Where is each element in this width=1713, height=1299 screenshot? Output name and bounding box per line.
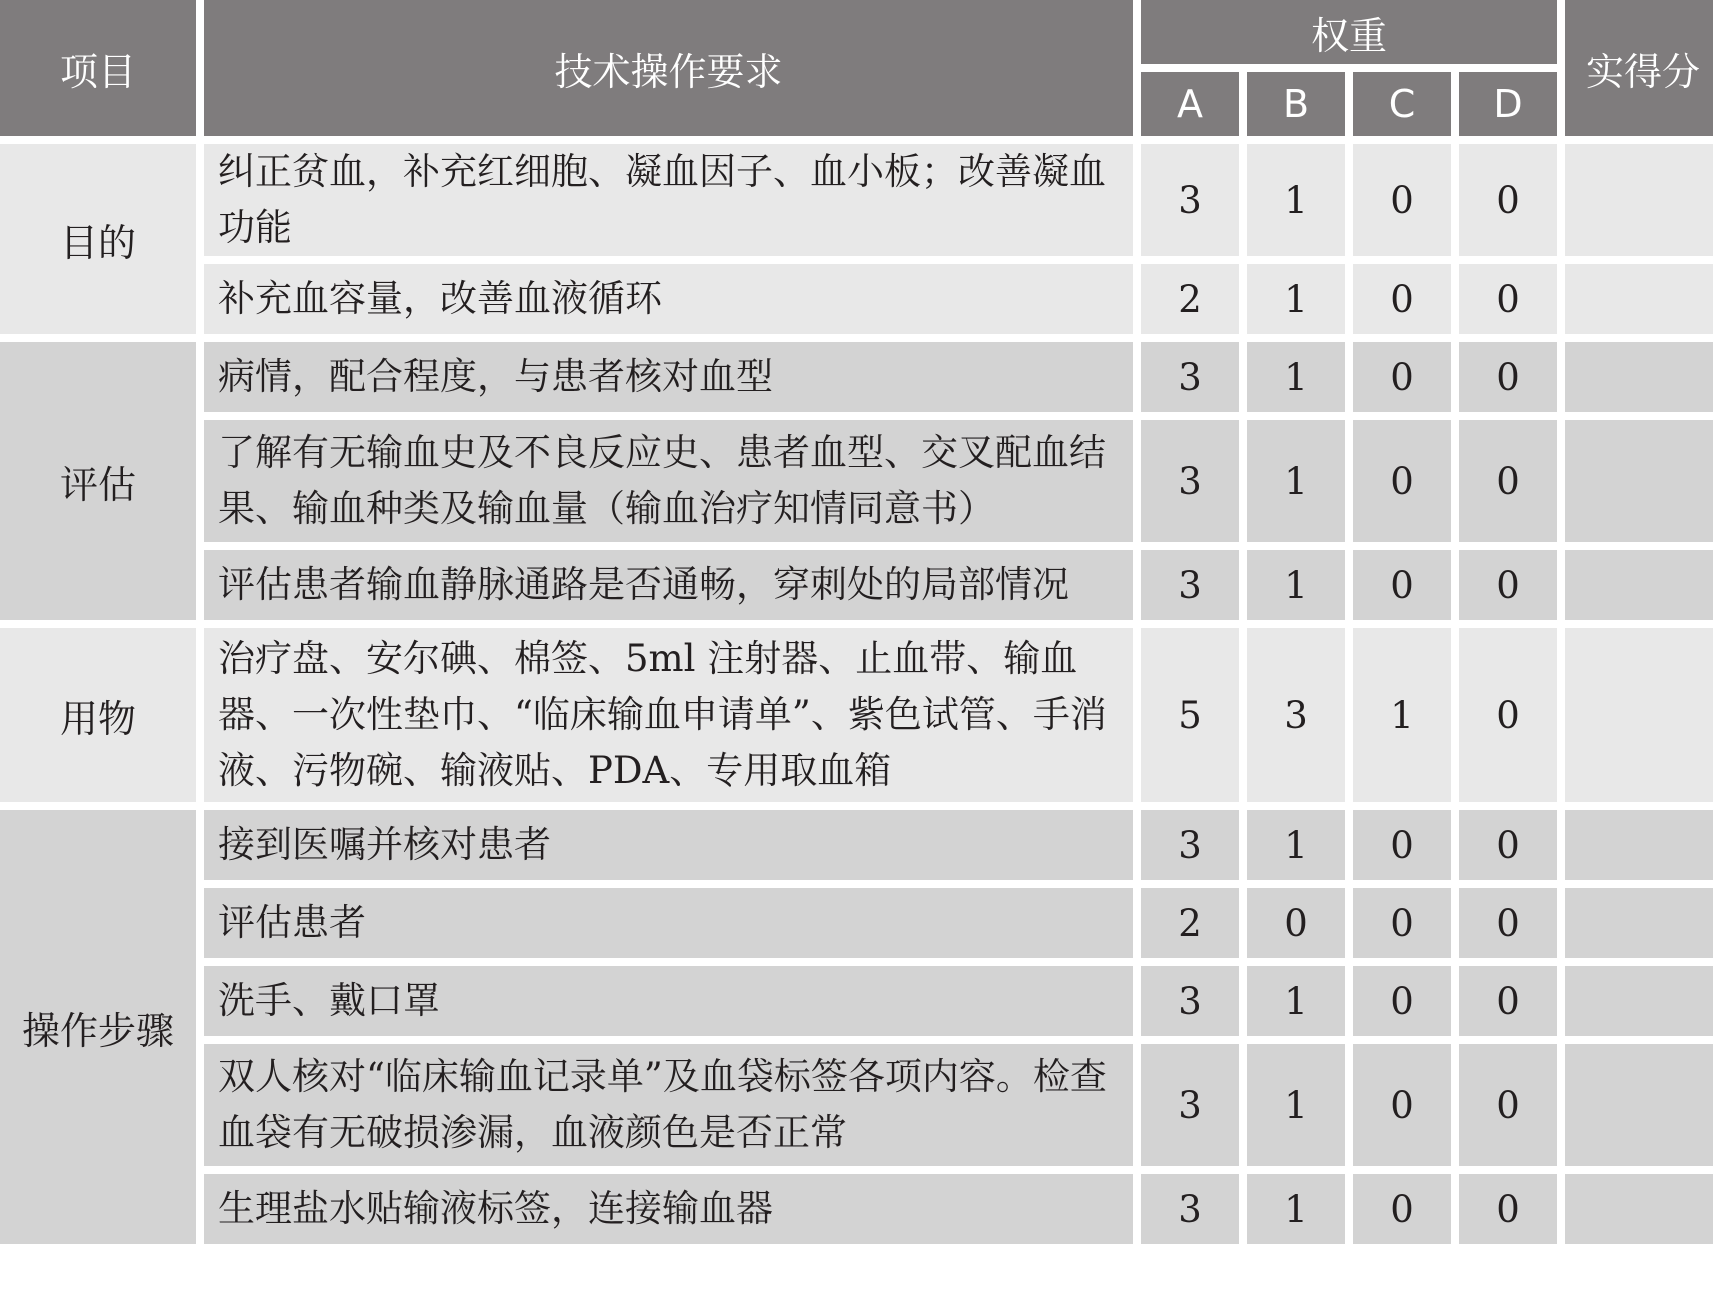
requirement-cell: 了解有无输血史及不良反应史、患者血型、交叉配血结果、输血种类及输血量（输血治疗知情同意书）	[204, 420, 1133, 542]
weight-b-cell: 1	[1247, 420, 1345, 542]
score-cell[interactable]	[1565, 144, 1713, 256]
weight-b-cell: 3	[1247, 628, 1345, 802]
requirement-cell: 评估患者	[204, 888, 1133, 958]
table-row	[0, 966, 1713, 1036]
category-cell: 操作步骤	[0, 810, 196, 1244]
weight-c-cell: 0	[1353, 888, 1451, 958]
score-cell[interactable]	[1565, 810, 1713, 880]
score-cell[interactable]	[1565, 1044, 1713, 1166]
score-cell[interactable]	[1565, 342, 1713, 412]
table-row	[0, 628, 1713, 802]
weight-c-cell: 0	[1353, 144, 1451, 256]
score-cell[interactable]	[1565, 1174, 1713, 1244]
weight-a-cell: 2	[1141, 888, 1239, 958]
weight-b-cell: 1	[1247, 264, 1345, 334]
weight-b-cell: 1	[1247, 810, 1345, 880]
weight-c-cell: 0	[1353, 810, 1451, 880]
header-row	[0, 0, 1713, 64]
weight-d-cell: 0	[1459, 810, 1557, 880]
weight-d-cell: 0	[1459, 888, 1557, 958]
table-row	[0, 342, 1713, 412]
weight-a-cell: 3	[1141, 550, 1239, 620]
weight-b-cell: 0	[1247, 888, 1345, 958]
weight-d-cell: 0	[1459, 264, 1557, 334]
header-grade-a: A	[1141, 72, 1239, 136]
weight-c-cell: 0	[1353, 1174, 1451, 1244]
weight-d-cell: 0	[1459, 550, 1557, 620]
score-cell[interactable]	[1565, 966, 1713, 1036]
score-cell[interactable]	[1565, 420, 1713, 542]
header-grade-c: C	[1353, 72, 1451, 136]
weight-a-cell: 3	[1141, 144, 1239, 256]
weight-c-cell: 1	[1353, 628, 1451, 802]
requirement-cell: 补充血容量，改善血液循环	[204, 264, 1133, 334]
header-score: 实得分	[1565, 0, 1713, 136]
weight-c-cell: 0	[1353, 264, 1451, 334]
weight-c-cell: 0	[1353, 550, 1451, 620]
score-cell[interactable]	[1565, 550, 1713, 620]
header-requirement: 技术操作要求	[204, 0, 1133, 136]
category-cell: 评估	[0, 342, 196, 620]
weight-a-cell: 5	[1141, 628, 1239, 802]
weight-c-cell: 0	[1353, 420, 1451, 542]
requirement-cell: 治疗盘、安尔碘、棉签、5ml 注射器、止血带、输血器、一次性垫巾、“临床输血申请单”、紫色试管、手消液、污物碗、输液贴、PDA、专用取血箱	[204, 628, 1133, 802]
table-row	[0, 550, 1713, 620]
weight-b-cell: 1	[1247, 342, 1345, 412]
weight-d-cell: 0	[1459, 628, 1557, 802]
table-row	[0, 1174, 1713, 1244]
weight-c-cell: 0	[1353, 342, 1451, 412]
header-item: 项目	[0, 0, 196, 136]
weight-a-cell: 3	[1141, 1174, 1239, 1244]
requirement-cell: 纠正贫血，补充红细胞、凝血因子、血小板；改善凝血功能	[204, 144, 1133, 256]
header-grade-b: B	[1247, 72, 1345, 136]
score-cell[interactable]	[1565, 628, 1713, 802]
header-weight: 权重	[1141, 0, 1557, 64]
table-row	[0, 1044, 1713, 1166]
category-cell: 用物	[0, 628, 196, 802]
requirement-cell: 生理盐水贴输液标签，连接输血器	[204, 1174, 1133, 1244]
weight-a-cell: 3	[1141, 342, 1239, 412]
weight-c-cell: 0	[1353, 966, 1451, 1036]
score-cell[interactable]	[1565, 888, 1713, 958]
weight-b-cell: 1	[1247, 1044, 1345, 1166]
requirement-cell: 洗手、戴口罩	[204, 966, 1133, 1036]
table-row	[0, 810, 1713, 880]
weight-a-cell: 3	[1141, 420, 1239, 542]
weight-b-cell: 1	[1247, 550, 1345, 620]
weight-d-cell: 0	[1459, 1174, 1557, 1244]
weight-b-cell: 1	[1247, 1174, 1345, 1244]
weight-a-cell: 3	[1141, 1044, 1239, 1166]
score-cell[interactable]	[1565, 264, 1713, 334]
weight-a-cell: 3	[1141, 966, 1239, 1036]
category-cell: 目的	[0, 144, 196, 334]
weight-d-cell: 0	[1459, 1044, 1557, 1166]
table-row	[0, 420, 1713, 542]
weight-d-cell: 0	[1459, 342, 1557, 412]
weight-c-cell: 0	[1353, 1044, 1451, 1166]
requirement-cell: 评估患者输血静脉通路是否通畅，穿刺处的局部情况	[204, 550, 1133, 620]
table-row	[0, 264, 1713, 334]
header-grade-d: D	[1459, 72, 1557, 136]
weight-d-cell: 0	[1459, 420, 1557, 542]
weight-b-cell: 1	[1247, 144, 1345, 256]
requirement-cell: 病情，配合程度，与患者核对血型	[204, 342, 1133, 412]
weight-a-cell: 2	[1141, 264, 1239, 334]
table-row	[0, 888, 1713, 958]
requirement-cell: 接到医嘱并核对患者	[204, 810, 1133, 880]
weight-b-cell: 1	[1247, 966, 1345, 1036]
weight-d-cell: 0	[1459, 966, 1557, 1036]
requirement-cell: 双人核对“临床输血记录单”及血袋标签各项内容。检查血袋有无破损渗漏，血液颜色是否正常	[204, 1044, 1133, 1166]
weight-d-cell: 0	[1459, 144, 1557, 256]
weight-a-cell: 3	[1141, 810, 1239, 880]
table-row	[0, 144, 1713, 256]
